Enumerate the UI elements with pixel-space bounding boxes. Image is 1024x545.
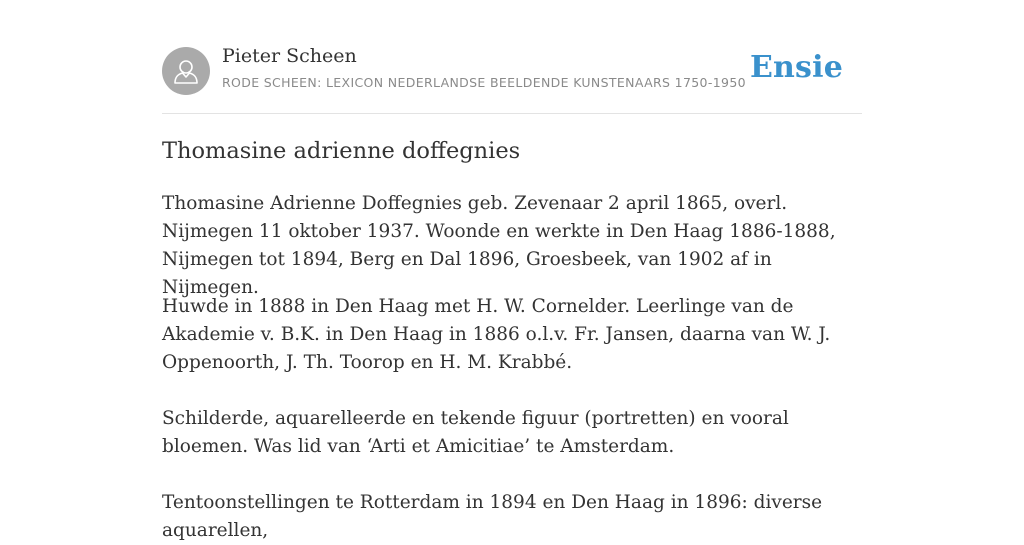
entry-paragraph: Thomasine Adrienne Doffegnies geb. Zevenaar 2 april 1865, overl. Nijmegen 11 oktober 1937. Woonde en werkte in Den Haag 1886-1888, Nijmegen tot 1894, Berg en Dal 1896, Groesbeek, van 1902 af in Nijmegen.	[162, 193, 836, 298]
entry-paragraph: Tentoonstellingen te Rotterdam in 1894 en Den Haag in 1896: diverse aquarellen,	[162, 492, 823, 541]
entry-paragraph: Schilderde, aquarelleerde en tekende figuur (portretten) en vooral bloemen. Was lid van ‘Arti et Amicitiae’ te Amsterdam.	[162, 408, 789, 457]
source-label[interactable]: RODE SCHEEN: LEXICON NEDERLANDSE BEELDENDE KUNSTENAARS 1750-1950	[222, 75, 746, 90]
author-name[interactable]: Pieter Scheen	[222, 45, 357, 67]
entry-title: Thomasine adrienne doffegnies	[162, 138, 521, 164]
ensie-logo[interactable]: Ensie	[749, 50, 843, 85]
entry-page	[162, 0, 862, 541]
entry-header	[162, 0, 862, 114]
entry-paragraph: Huwde in 1888 in Den Haag met H. W. Cornelder. Leerlinge van de Akademie v. B.K. in Den Haag in 1886 o.l.v. Fr. Jansen, daarna van W. J. Oppenoorth, J. Th. Toorop en H. M. Krabbé.	[162, 296, 831, 373]
author-avatar[interactable]	[162, 47, 210, 95]
user-placeholder-icon	[162, 47, 210, 95]
